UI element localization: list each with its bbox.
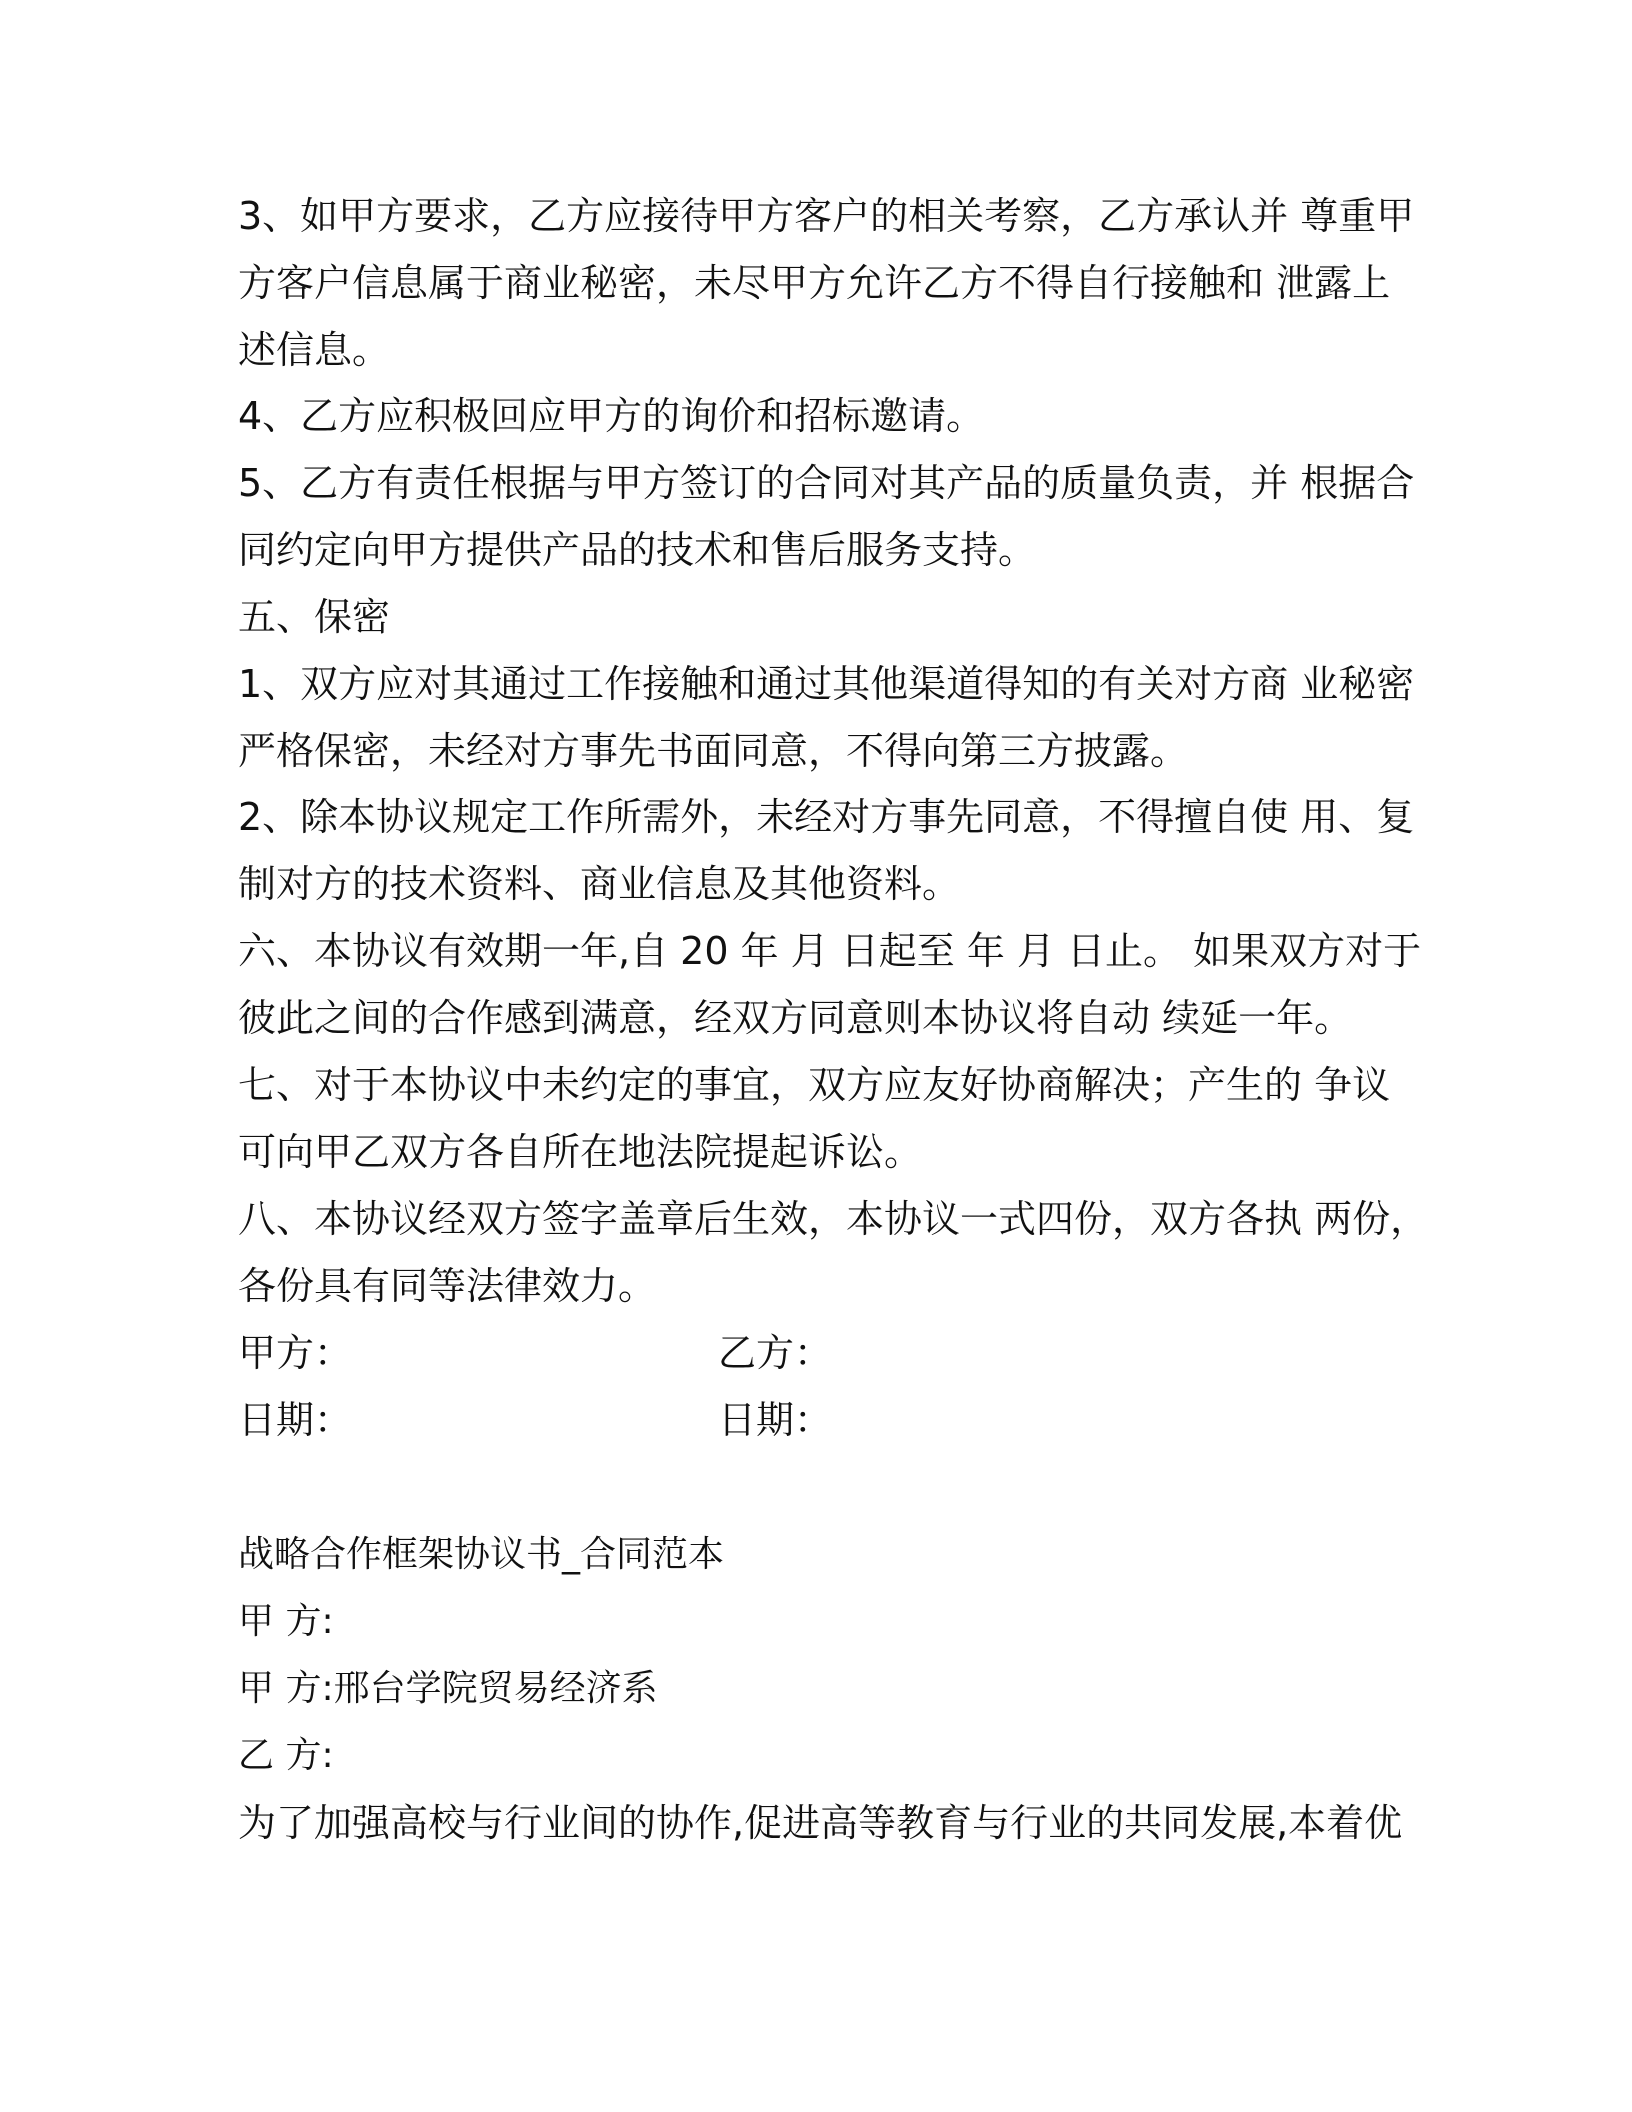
section-6-line-2: 彼此之间的合作感到满意，经双方同意则本协议将自动 续延一年。: [238, 996, 1353, 1040]
clause-5-2-line-1: 2、除本协议规定工作所需外，未经对方事先同意，不得擅自使 用、复: [238, 795, 1415, 839]
section-8-line-2: 各份具有同等法律效力。: [238, 1264, 657, 1308]
section-6-line-1: 六、本协议有效期一年,自 20 年 月 日起至 年 月 日止。 如果双方对于: [238, 929, 1422, 973]
second-document-title: 战略合作框架协议书_合同范本: [238, 1534, 725, 1575]
second-doc-party-a-label: 甲 方:: [238, 1601, 334, 1642]
section-5-heading: 五、保密: [238, 595, 391, 639]
clause-4-3-line-2: 方客户信息属于商业秘密，未尽甲方允许乙方不得自行接触和 泄露上: [238, 261, 1391, 305]
signature-party-a: 甲方：: [238, 1331, 353, 1375]
signature-date-a: 日期：: [238, 1398, 353, 1442]
clause-4-3-line-3: 述信息。: [238, 328, 391, 372]
clause-4-4-line-1: 4、乙方应积极回应甲方的询价和招标邀请。: [238, 394, 985, 438]
clause-5-1-line-2: 严格保密，未经对方事先书面同意，不得向第三方披露。: [238, 729, 1189, 773]
signature-party-b: 乙方：: [718, 1331, 833, 1375]
section-7-line-1: 七、对于本协议中未约定的事宜，双方应友好协商解决；产生的 争议: [238, 1063, 1391, 1107]
second-doc-party-a-full: 甲 方:邢台学院贸易经济系: [238, 1668, 658, 1709]
clause-4-5-line-1: 5、乙方有责任根据与甲方签订的合同对其产品的质量负责，并 根据合: [238, 461, 1415, 505]
section-7-line-2: 可向甲乙双方各自所在地法院提起诉讼。: [238, 1130, 923, 1174]
second-doc-intro-line: 为了加强高校与行业间的协作,促进高等教育与行业的共同发展,本着优: [238, 1801, 1403, 1845]
clause-4-3-line-1: 3、如甲方要求，乙方应接待甲方客户的相关考察，乙方承认并 尊重甲: [238, 194, 1415, 238]
second-doc-party-b-label: 乙 方:: [238, 1735, 334, 1776]
section-8-line-1: 八、本协议经双方签字盖章后生效，本协议一式四份，双方各执 两份，: [238, 1197, 1429, 1241]
clause-5-1-line-1: 1、双方应对其通过工作接触和通过其他渠道得知的有关对方商 业秘密: [238, 662, 1415, 706]
clause-4-5-line-2: 同约定向甲方提供产品的技术和售后服务支持。: [238, 528, 1037, 572]
clause-5-2-line-2: 制对方的技术资料、商业信息及其他资料。: [238, 862, 961, 906]
signature-date-b: 日期：: [718, 1398, 833, 1442]
